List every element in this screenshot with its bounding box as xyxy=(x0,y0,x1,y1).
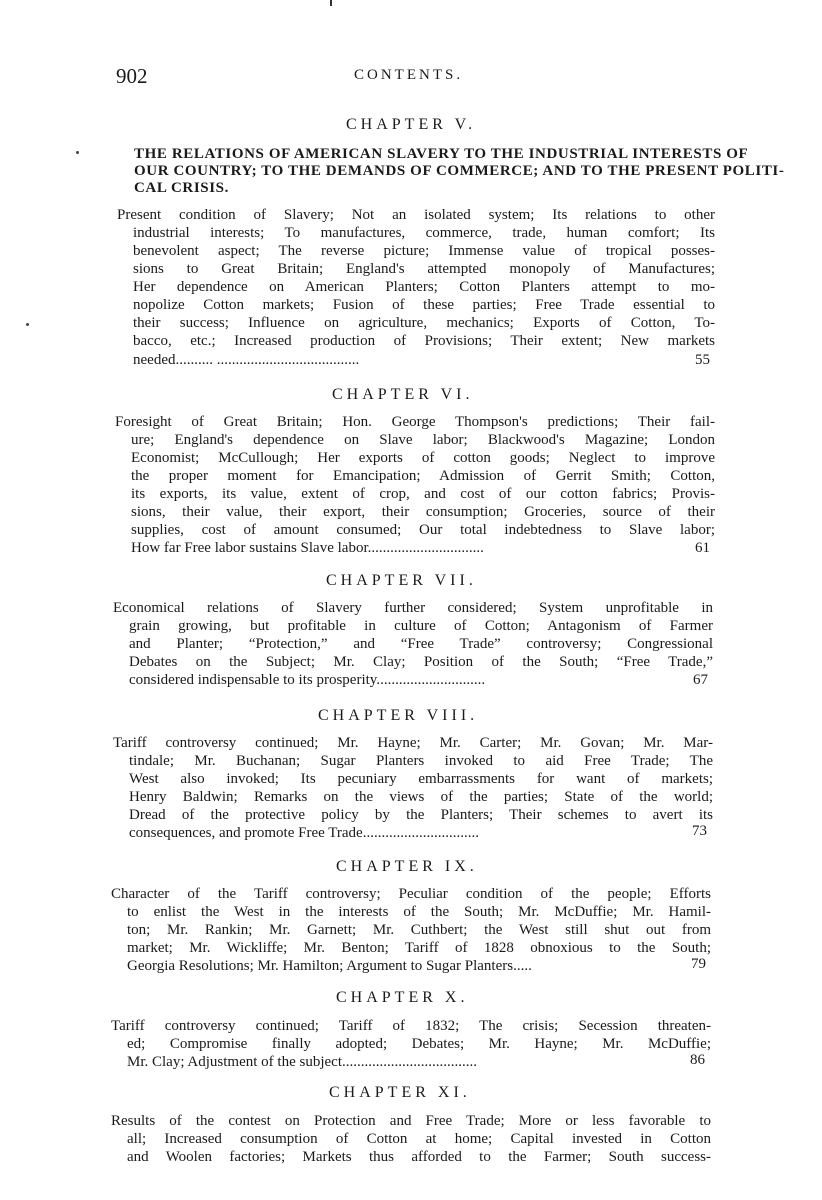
entry-line: Present condition of Slavery; Not an isolated system; Its relations to other xyxy=(117,207,715,223)
entry-line: its exports, its value, extent of crop, and cost of our cotton fabrics; Provis- xyxy=(131,486,715,502)
entry-line: tindale; Mr. Buchanan; Sugar Planters invoked to aid Free Trade; The xyxy=(129,753,713,769)
entry-line: nopolize Cotton markets; Fusion of these parties; Free Trade essential to xyxy=(133,297,715,313)
subtitle-line: CAL CRISIS. xyxy=(134,180,229,196)
entry-text: needed xyxy=(133,352,176,368)
entry-line: sions, their value, their export, their consumption; Groceries, source of their xyxy=(131,504,715,520)
running-head: CONTENTS. xyxy=(354,67,464,83)
page-reference: 79 xyxy=(691,956,706,972)
page-number: 902 xyxy=(116,64,148,88)
page-reference: 86 xyxy=(690,1052,705,1068)
entry-line: to enlist the West in the interests of the South; Mr. McDuffie; Mr. Hamil- xyxy=(127,904,711,920)
page-top-mark xyxy=(330,0,332,6)
entry-line: supplies, cost of amount consumed; Our total indebtedness to Slave labor; xyxy=(131,522,715,538)
entry-line-last xyxy=(133,352,359,369)
entry-text: considered indispensable to its prosperity xyxy=(129,672,377,688)
entry-line: Economist; McCullough; Her exports of cotton goods; Neglect to improve xyxy=(131,450,715,466)
entry-line: market; Mr. Wickliffe; Mr. Benton; Tariff of 1828 obnoxious to the South; xyxy=(127,940,711,956)
entry-line: Character of the Tariff controversy; Peculiar condition of the people; Efforts xyxy=(111,886,711,902)
entry-line: West also invoked; Its pecuniary embarrassments for want of markets; xyxy=(129,771,713,787)
leader-dots: ..... xyxy=(513,958,532,974)
entry-line: and Woolen factories; Markets thus afforded to the Farmer; South success- xyxy=(127,1149,711,1165)
entry-line: benevolent aspect; The reverse picture; Immense value of tropical posses- xyxy=(133,243,715,259)
page-reference: 67 xyxy=(693,672,708,688)
leader-dots: ............................... xyxy=(367,540,484,556)
chapter-title: CHAPTER VII. xyxy=(326,572,477,589)
entry-text: Georgia Resolutions; Mr. Hamilton; Argument to Sugar Planters xyxy=(127,958,514,974)
subtitle-line: THE RELATIONS OF AMERICAN SLAVERY TO THE INDUSTRIAL INTERESTS OF xyxy=(134,146,749,162)
entry-line: Foresight of Great Britain; Hon. George Thompson's predictions; Their fail- xyxy=(115,414,715,430)
entry-line: all; Increased consumption of Cotton at home; Capital invested in Cotton xyxy=(127,1131,711,1147)
entry-line: Tariff controversy continued; Mr. Hayne; Mr. Carter; Mr. Govan; Mr. Mar- xyxy=(113,735,713,751)
entry-line: Results of the contest on Protection and Free Trade; More or less favorable to xyxy=(111,1113,711,1129)
margin-mark xyxy=(76,151,79,154)
entry-line-last xyxy=(129,825,479,842)
entry-line: ton; Mr. Rankin; Mr. Garnett; Mr. Cuthbert; the West still shut out from xyxy=(127,922,711,938)
entry-line: ure; England's dependence on Slave labor; Blackwood's Magazine; London xyxy=(131,432,715,448)
entry-line-last xyxy=(127,958,532,975)
entry-line: the proper moment for Emancipation; Admission of Gerrit Smith; Cotton, xyxy=(131,468,715,484)
entry-text: consequences, and promote Free Trade xyxy=(129,825,363,841)
entry-line: bacco, etc.; Increased production of Provisions; Their extent; New markets xyxy=(133,333,715,349)
entry-line: Her dependence on American Planters; Cotton Planters attempt to mo- xyxy=(133,279,715,295)
page-reference: 73 xyxy=(692,823,707,839)
entry-line: industrial interests; To manufactures, commerce, trade, human comfort; Its xyxy=(133,225,715,241)
page-reference: 61 xyxy=(695,540,710,556)
margin-mark xyxy=(26,323,29,326)
leader-dots: .......... ...................................... xyxy=(175,352,360,368)
chapter-title: CHAPTER V. xyxy=(346,116,477,133)
entry-line: Economical relations of Slavery further considered; System unprofitable in xyxy=(113,600,713,616)
entry-line: their success; Influence on agriculture, mechanics; Exports of Cotton, To- xyxy=(133,315,715,331)
entry-line: and Planter; “Protection,” and “Free Trade” controversy; Congressional xyxy=(129,636,713,652)
leader-dots: ............................. xyxy=(376,672,486,688)
entry-line-last xyxy=(127,1054,477,1071)
leader-dots: ............................... xyxy=(362,825,479,841)
subtitle-line: OUR COUNTRY; TO THE DEMANDS OF COMMERCE; AND TO THE PRESENT POLITI- xyxy=(134,163,785,179)
entry-line-last xyxy=(131,540,484,557)
chapter-title: CHAPTER VIII. xyxy=(318,707,479,724)
entry-line: grain growing, but profitable in culture of Cotton; Antagonism of Farmer xyxy=(129,618,713,634)
chapter-title: CHAPTER IX. xyxy=(336,858,478,875)
entry-text: How far Free labor sustains Slave labor xyxy=(131,540,368,556)
entry-line: Debates on the Subject; Mr. Clay; Position of the South; “Free Trade,” xyxy=(129,654,713,670)
entry-line-last xyxy=(129,672,485,689)
page-reference: 55 xyxy=(695,352,710,368)
entry-line: ed; Compromise finally adopted; Debates; Mr. Hayne; Mr. McDuffie; xyxy=(127,1036,711,1052)
leader-dots: .................................... xyxy=(341,1054,477,1070)
chapter-title: CHAPTER VI. xyxy=(332,386,474,403)
entry-line: sions to Great Britain; England's attempted monopoly of Manufactures; xyxy=(133,261,715,277)
chapter-subtitle xyxy=(134,146,785,197)
entry-text: Mr. Clay; Adjustment of the subject xyxy=(127,1054,342,1070)
entry-line: Tariff controversy continued; Tariff of 1832; The crisis; Secession threaten- xyxy=(111,1018,711,1034)
chapter-title: CHAPTER X. xyxy=(336,989,469,1006)
chapter-title: CHAPTER XI. xyxy=(329,1084,471,1101)
entry-line: Dread of the protective policy by the Planters; Their schemes to avert its xyxy=(129,807,713,823)
entry-line: Henry Baldwin; Remarks on the views of the parties; State of the world; xyxy=(129,789,713,805)
page-header xyxy=(116,64,716,90)
